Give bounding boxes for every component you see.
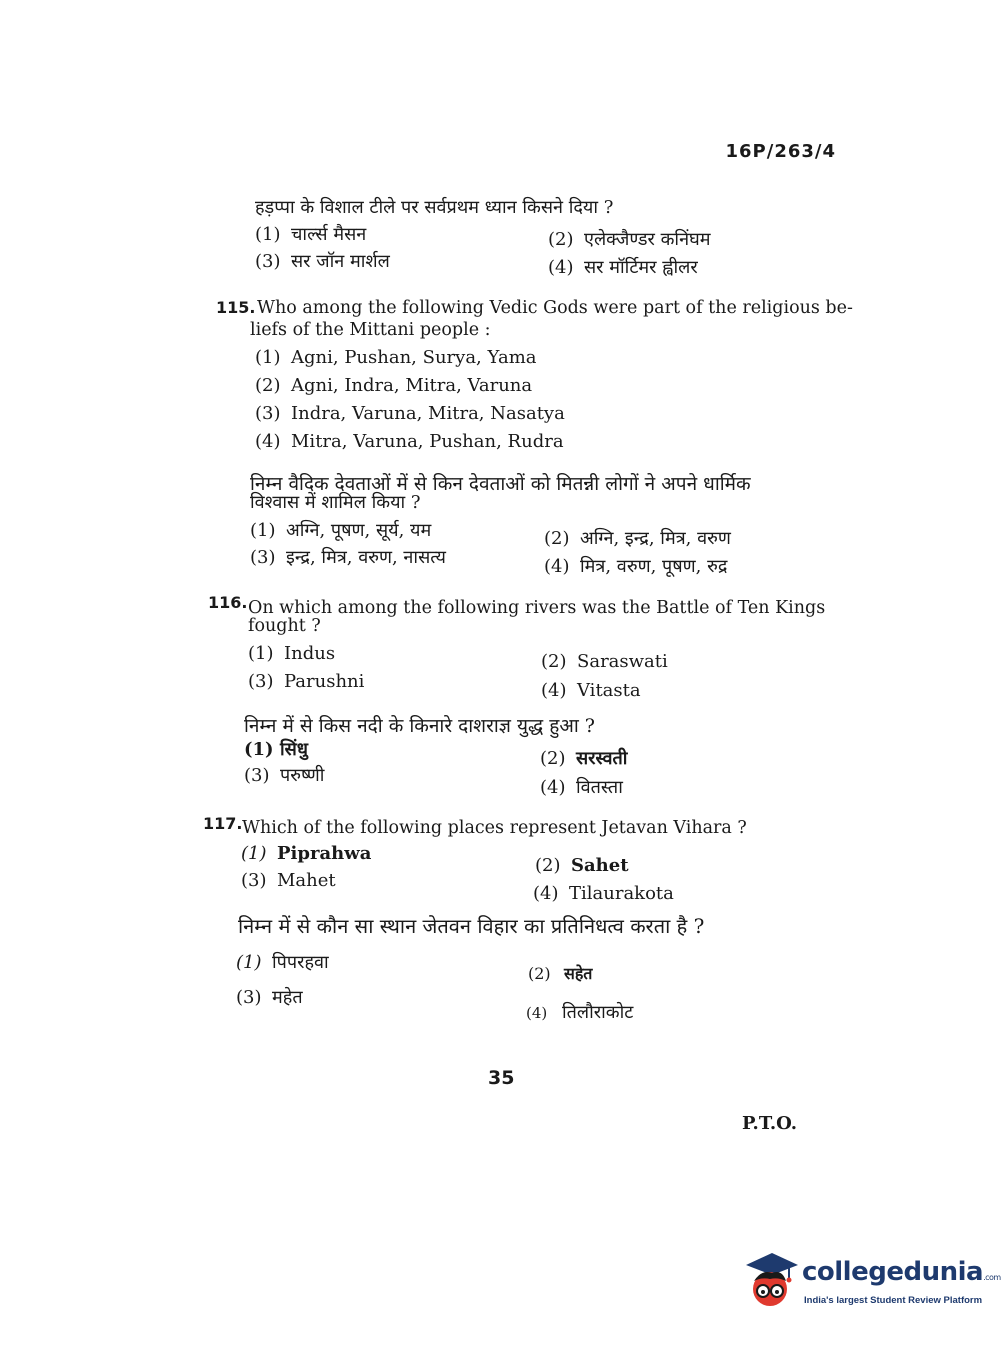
q116-hindi-option-4 xyxy=(540,775,623,799)
option-text: Piprahwa xyxy=(277,843,372,864)
brand-wordmark xyxy=(802,1257,1001,1287)
option-number: (4) xyxy=(548,257,574,278)
q116-number: 116. xyxy=(208,593,248,612)
q115-number: 115. xyxy=(216,298,256,317)
paper-code: 16P/263/4 xyxy=(725,141,836,162)
brand-suffix: .com xyxy=(983,1273,1001,1282)
option-number: (2) xyxy=(528,964,551,983)
q117-hindi-option-2 xyxy=(528,962,592,984)
option-number: (4) xyxy=(541,680,567,701)
option-number: (2) xyxy=(548,229,574,250)
q114-hindi-option-3 xyxy=(255,249,390,273)
option-number: (2) xyxy=(540,748,566,769)
q114-hindi-option-2 xyxy=(548,227,710,251)
option-number: (4) xyxy=(540,777,566,798)
q114-hindi-question: हड़प्पा के विशाल टीले पर सर्वप्रथम ध्यान किसने दिया ? xyxy=(255,197,614,218)
option-number: (3) xyxy=(255,403,281,424)
q116-option-2 xyxy=(541,651,668,672)
option-text: Tilaurakota xyxy=(569,883,674,904)
q117-hindi-option-4 xyxy=(526,1000,633,1024)
q115-question-line2: liefs of the Mittani people : xyxy=(250,320,491,340)
option-text: Vitasta xyxy=(577,680,641,701)
option-number: (1) xyxy=(248,643,274,664)
option-number: (2) xyxy=(541,651,567,672)
q115-option-2 xyxy=(255,375,532,396)
option-number: (1) xyxy=(250,520,276,541)
q116-hindi-option-1 xyxy=(244,737,308,761)
option-text: Indra, Varuna, Mitra, Nasatya xyxy=(291,403,565,424)
option-number: (3) xyxy=(250,547,276,568)
q114-hindi-option-4 xyxy=(548,255,698,279)
q116-hindi-line1: निम्न में से किस नदी के किनारे दाशराज्ञ युद्ध हुआ ? xyxy=(244,715,595,737)
q117-hindi-option-3 xyxy=(236,985,303,1009)
option-number: (3) xyxy=(248,671,274,692)
q115-hindi-option-2 xyxy=(544,526,731,550)
option-text: पिपरहवा xyxy=(272,952,329,973)
option-text: Agni, Indra, Mitra, Varuna xyxy=(291,375,533,396)
q116-option-1 xyxy=(248,643,335,664)
q116-option-3 xyxy=(248,671,364,692)
q117-question-line1: Which of the following places represent Jetavan Vihara ? xyxy=(242,818,747,838)
q115-hindi-line1: निम्न वैदिक देवताओं में से किन देवताओं को मितन्नी लोगों ने अपने धार्मिक xyxy=(250,473,751,495)
q115-option-3 xyxy=(255,403,565,424)
option-text: Mitra, Varuna, Pushan, Rudra xyxy=(291,431,564,452)
q117-option-4 xyxy=(533,883,674,904)
q117-number: 117. xyxy=(203,814,243,833)
option-text: वितस्ता xyxy=(576,777,623,798)
q116-hindi-option-2 xyxy=(540,746,627,770)
option-number: (2) xyxy=(535,855,561,876)
option-text: Indus xyxy=(284,643,336,664)
q115-hindi-line2: विश्वास में शामिल किया ? xyxy=(250,492,421,513)
option-number: (3) xyxy=(244,765,270,786)
q116-question-line2: fought ? xyxy=(248,616,321,636)
q117-hindi-line1: निम्न में से कौन सा स्थान जेतवन विहार का प्रतिनिधत्व करता है ? xyxy=(238,914,705,938)
brand-name: collegedunia xyxy=(802,1257,984,1287)
q117-option-1 xyxy=(241,843,371,864)
option-text: Saraswati xyxy=(577,651,668,672)
option-number: (1) xyxy=(244,739,274,760)
option-number: (4) xyxy=(533,883,559,904)
option-number: (3) xyxy=(236,987,262,1008)
brand-tagline: India's largest Student Review Platform xyxy=(804,1295,983,1306)
q114-hindi-option-1 xyxy=(255,222,366,246)
q115-hindi-option-3 xyxy=(250,545,446,569)
option-text: परुष्णी xyxy=(280,765,325,786)
option-text: तिलौराकोट xyxy=(562,1002,634,1023)
option-text: मित्र, वरुण, पूषण, रुद्र xyxy=(580,556,728,577)
option-number: (1) xyxy=(236,952,262,973)
q116-hindi-option-3 xyxy=(244,763,324,787)
page-number: 35 xyxy=(488,1067,515,1089)
option-number: (4) xyxy=(255,431,281,452)
q117-hindi-option-1 xyxy=(236,950,329,974)
option-text: सर जॉन मार्शल xyxy=(291,251,390,272)
q115-hindi-option-1 xyxy=(250,518,431,542)
option-number: (3) xyxy=(255,251,281,272)
option-number: (1) xyxy=(255,224,281,245)
q116-option-4 xyxy=(541,680,641,701)
option-text: सहेत xyxy=(564,964,593,983)
option-text: महेत xyxy=(272,987,303,1008)
option-number: (4) xyxy=(526,1004,548,1022)
q115-question-line1: Who among the following Vedic Gods were part of the religious be- xyxy=(257,298,853,318)
option-number: (2) xyxy=(544,528,570,549)
option-text: चार्ल्स मैसन xyxy=(291,224,367,245)
q116-question-line1: On which among the following rivers was the Battle of Ten Kings xyxy=(248,598,826,618)
option-text: सर मॉर्टिमर ह्वीलर xyxy=(584,257,698,278)
option-number: (3) xyxy=(241,870,267,891)
option-number: (4) xyxy=(544,556,570,577)
q117-option-3 xyxy=(241,870,336,891)
q115-option-4 xyxy=(255,431,564,452)
option-text: एलेक्जैण्डर कनिंघम xyxy=(584,229,711,250)
option-number: (1) xyxy=(241,843,267,864)
option-text: अग्नि, पूषण, सूर्य, यम xyxy=(286,520,432,541)
option-text: अग्नि, इन्द्र, मित्र, वरुण xyxy=(580,528,731,549)
option-number: (2) xyxy=(255,375,281,396)
q117-option-2 xyxy=(535,855,629,876)
mascot-icon xyxy=(742,1247,800,1313)
option-text: सिंधु xyxy=(280,739,308,760)
option-number: (1) xyxy=(255,347,281,368)
option-text: सरस्वती xyxy=(576,748,628,769)
option-text: इन्द्र, मित्र, वरुण, नासत्य xyxy=(286,547,446,568)
q115-option-1 xyxy=(255,347,537,368)
option-text: Agni, Pushan, Surya, Yama xyxy=(291,347,537,368)
option-text: Sahet xyxy=(571,855,629,876)
collegedunia-logo xyxy=(742,1247,1001,1317)
option-text: Mahet xyxy=(277,870,336,891)
option-text: Parushni xyxy=(284,671,365,692)
q115-hindi-option-4 xyxy=(544,554,727,578)
pto-label: P.T.O. xyxy=(742,1113,798,1134)
